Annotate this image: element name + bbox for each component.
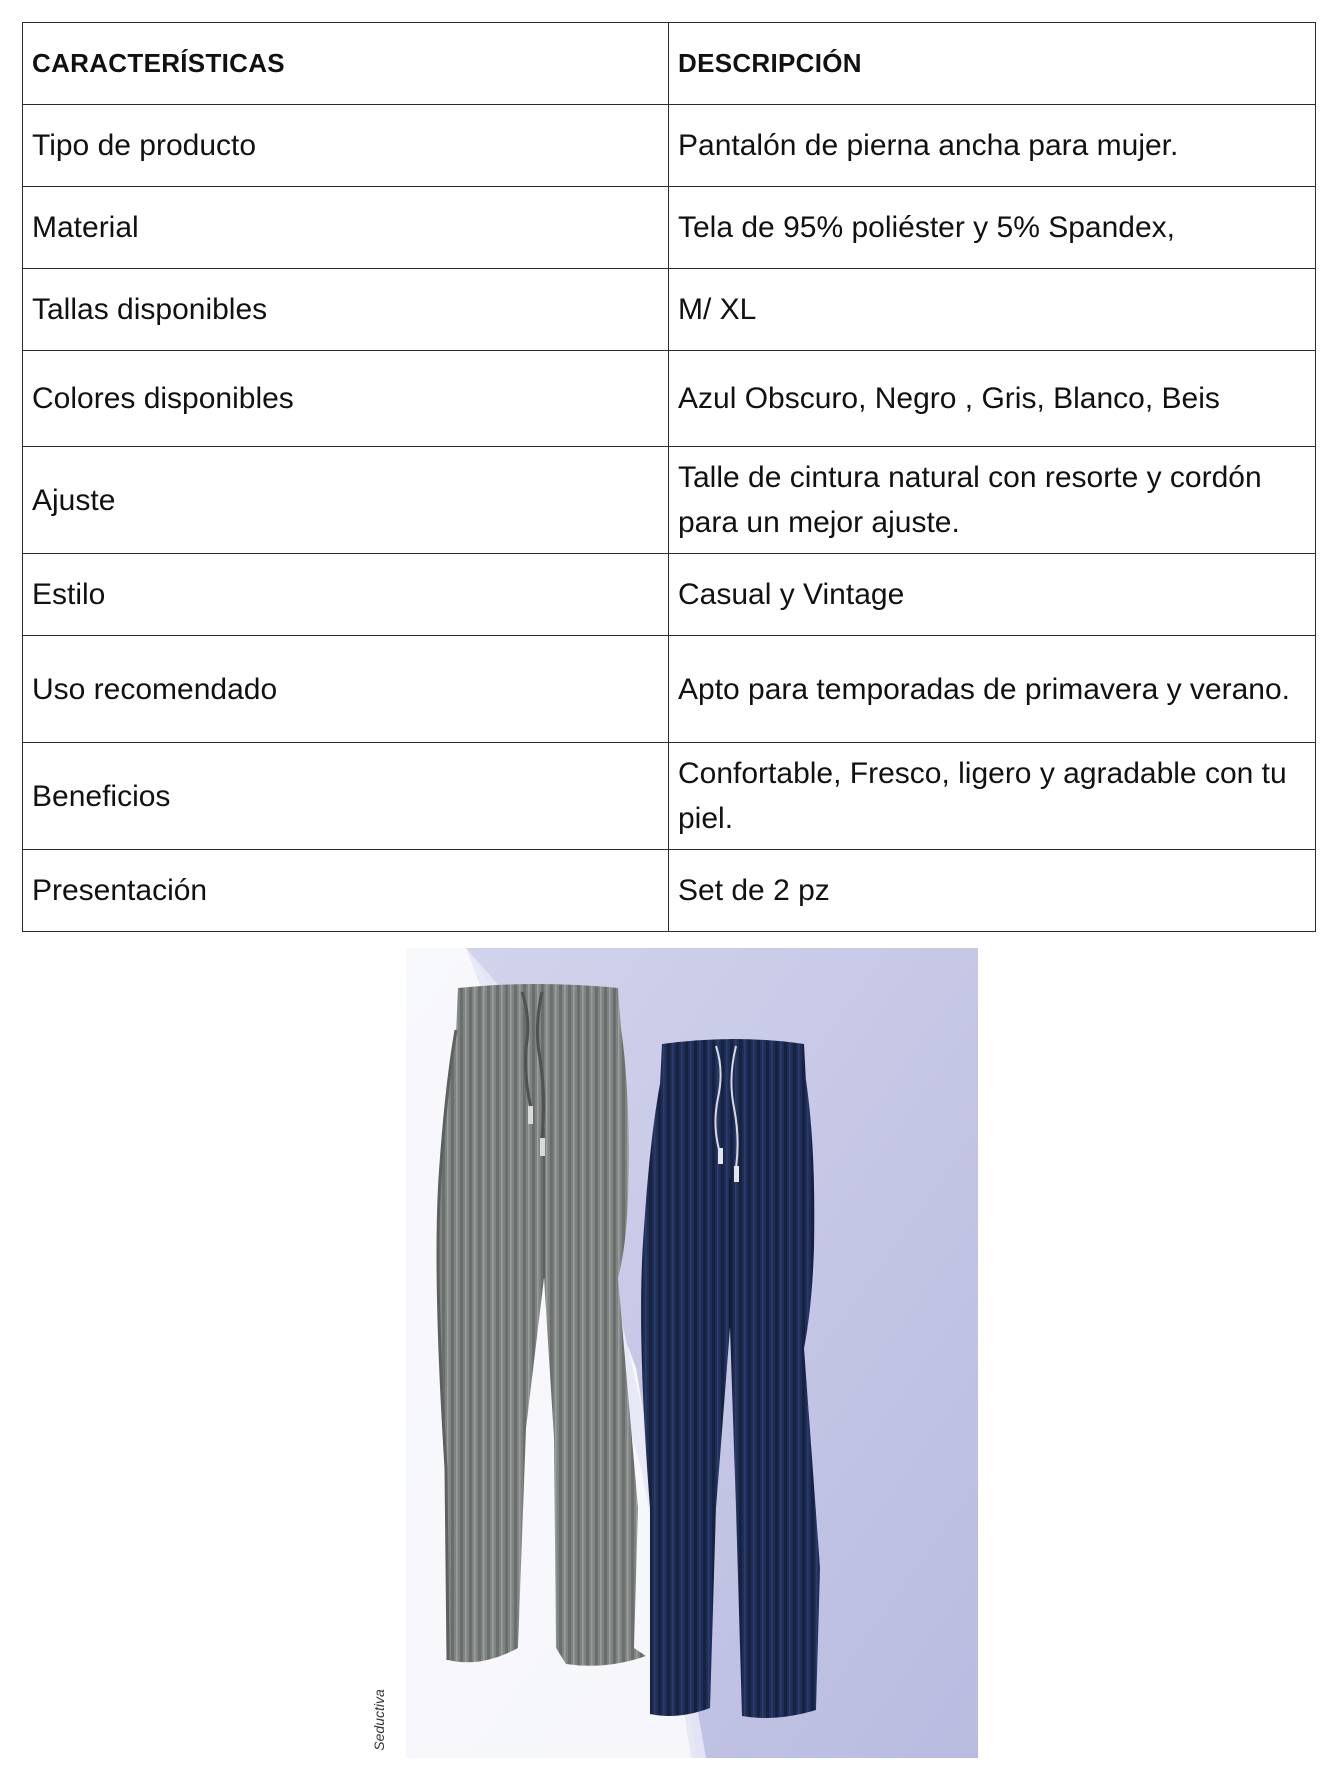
table-row (23, 187, 1316, 269)
table-row (23, 105, 1316, 187)
description-cell: Apto para temporadas de primavera y verano. (669, 636, 1316, 743)
description-cell: Azul Obscuro, Negro , Gris, Blanco, Beis (669, 351, 1316, 447)
header-description: DESCRIPCIÓN (669, 23, 1316, 105)
description-cell: Set de 2 pz (669, 850, 1316, 932)
feature-cell: Beneficios (23, 743, 669, 850)
table-row (23, 743, 1316, 850)
table-row (23, 269, 1316, 351)
table-row (23, 554, 1316, 636)
table-row (23, 447, 1316, 554)
header-features: CARACTERÍSTICAS (23, 23, 669, 105)
description-cell: Pantalón de pierna ancha para mujer. (669, 105, 1316, 187)
feature-cell: Uso recomendado (23, 636, 669, 743)
description-cell: M/ XL (669, 269, 1316, 351)
feature-cell: Estilo (23, 554, 669, 636)
feature-cell: Material (23, 187, 669, 269)
feature-cell: Tallas disponibles (23, 269, 669, 351)
product-photo (406, 948, 978, 1758)
table-row (23, 351, 1316, 447)
description-cell: Talle de cintura natural con resorte y cordón para un mejor ajuste. (669, 447, 1316, 554)
feature-cell: Ajuste (23, 447, 669, 554)
watermark-text: Seductiva (371, 1689, 387, 1751)
feature-cell: Presentación (23, 850, 669, 932)
table-row (23, 850, 1316, 932)
feature-cell: Colores disponibles (23, 351, 669, 447)
description-cell: Confortable, Fresco, ligero y agradable con tu piel. (669, 743, 1316, 850)
table-header-row (23, 23, 1316, 105)
spec-table (22, 22, 1316, 932)
feature-cell: Tipo de producto (23, 105, 669, 187)
description-cell: Casual y Vintage (669, 554, 1316, 636)
table-row (23, 636, 1316, 743)
description-cell: Tela de 95% poliéster y 5% Spandex, (669, 187, 1316, 269)
